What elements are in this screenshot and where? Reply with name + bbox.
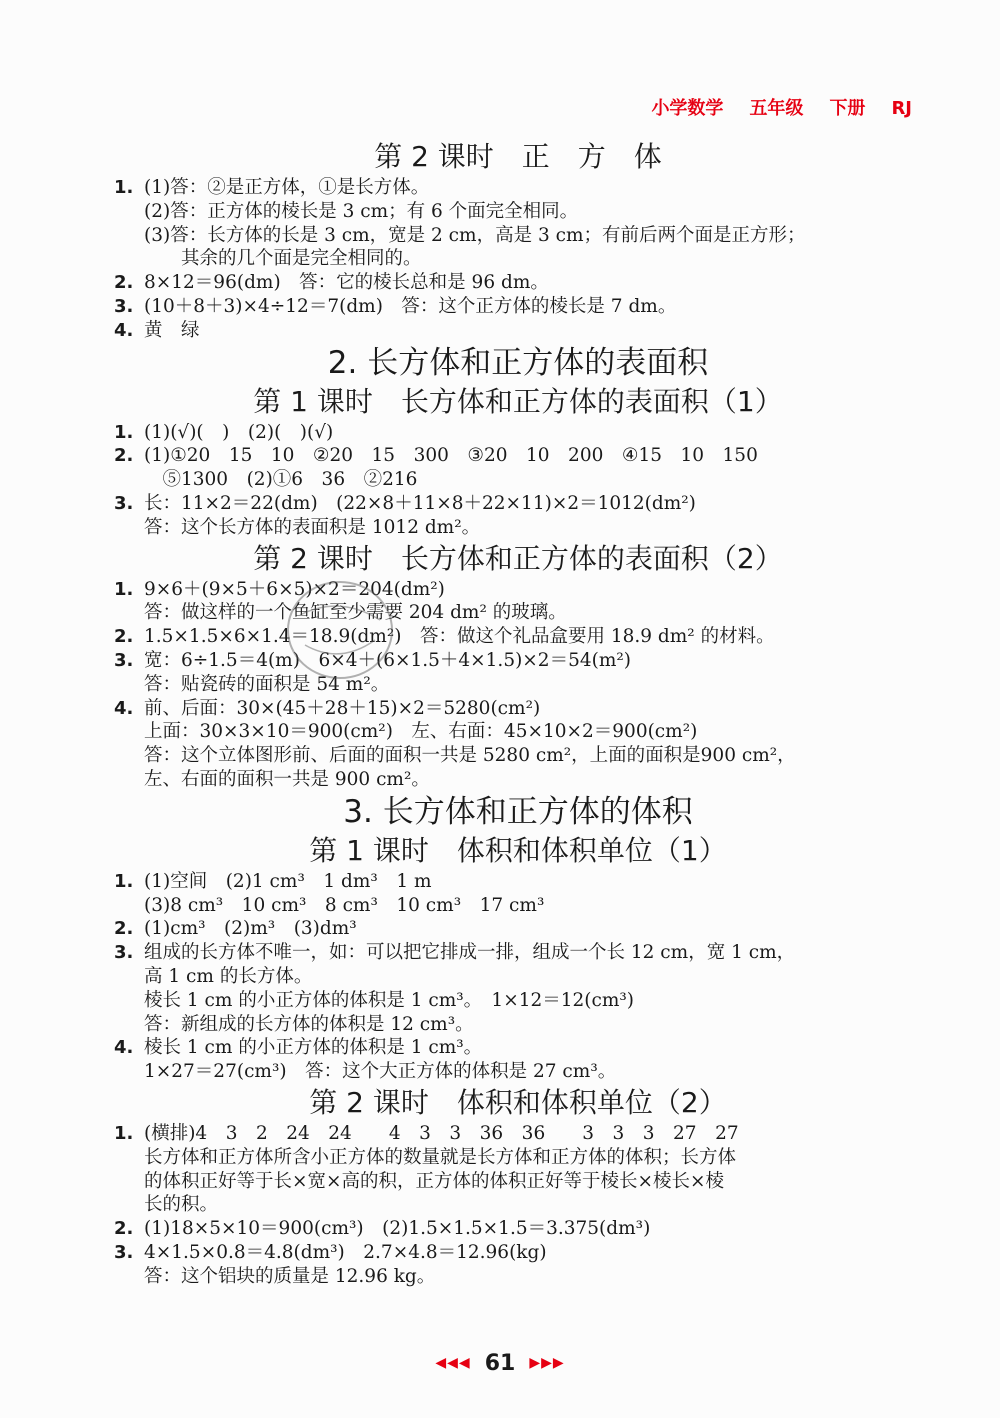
question-number: 4. (114, 319, 134, 341)
answer-line: 前、后面：30×(45＋28＋15)×2＝5280(cm²) (144, 697, 541, 719)
answer-item (114, 1241, 918, 1289)
question-number: 3. (114, 649, 134, 671)
answer-line: (1)空间 (2)1 cm³ 1 dm³ 1 m (144, 870, 432, 892)
question-number: 1. (114, 421, 134, 443)
question-number: 3. (114, 1241, 134, 1263)
question-number: 4. (114, 1037, 134, 1059)
page-footer (0, 1350, 1000, 1376)
answer-line: 长：11×2＝22(dm) (22×8＋11×8＋22×11)×2＝1012(dm²) (144, 492, 696, 514)
answer-line: 组成的长方体不唯一，如：可以把它排成一排，组成一个长 12 cm，宽 1 cm， (144, 942, 796, 964)
answer-line: 棱长 1 cm 的小正方体的体积是 1 cm³。 1×12＝12(cm³) (144, 989, 635, 1011)
answer-item (114, 295, 918, 319)
lesson-title: 第 1 课时 体积和体积单位（1） (309, 833, 727, 867)
answer-line: 上面：30×3×10＝900(cm²) 左、右面：45×10×2＝900(cm²) (144, 721, 698, 743)
answer-line: 棱长 1 cm 的小正方体的体积是 1 cm³。 (144, 1037, 483, 1059)
answer-item (114, 1036, 918, 1084)
answer-line: 答：贴瓷砖的面积是 54 m²。 (144, 673, 390, 695)
answer-item (114, 1122, 918, 1217)
answer-line: (10＋8＋3)×4÷12＝7(dm) 答：这个正方体的棱长是 7 dm。 (144, 295, 677, 317)
answer-line: (1)答：②是正方体，①是长方体。 (144, 177, 430, 198)
answer-line: 1.5×1.5×6×1.4＝18.9(dm²) 答：做这个礼品盒要用 18.9 dm² 的材料。 (144, 626, 775, 648)
answer-line: 答：这个长方体的表面积是 1012 dm²。 (144, 516, 481, 538)
answer-item (114, 649, 918, 697)
header-grade: 五年级 (749, 98, 804, 119)
question-number: 1. (114, 1122, 134, 1144)
header-subject: 小学数学 (651, 98, 724, 119)
question-number: 2. (114, 626, 134, 648)
answer-item (114, 319, 918, 343)
question-number: 1. (114, 870, 134, 892)
lesson-title: 第 1 课时 长方体和正方体的表面积（1） (253, 384, 783, 418)
answer-item (114, 697, 918, 792)
question-number: 3. (114, 492, 134, 514)
question-number: 1. (114, 578, 134, 600)
answer-line: 答：新组成的长方体的体积是 12 cm³。 (144, 1013, 474, 1035)
answer-item (114, 421, 918, 445)
question-number: 1. (114, 177, 134, 198)
answer-line: 其余的几个面是完全相同的。 (144, 248, 422, 270)
answer-item (114, 870, 918, 918)
question-number: 2. (114, 272, 134, 294)
answer-content (114, 138, 918, 1288)
answer-line: (3)答：长方体的长是 3 cm，宽是 2 cm，高是 3 cm；有前后两个面是正方形； (144, 224, 806, 246)
section-title: 3. 长方体和正方体的体积 (343, 793, 693, 830)
answer-line: 答：这个立体图形前、后面的面积一共是 5280 cm²，上面的面积是900 cm²， (144, 745, 796, 767)
answer-line: 8×12＝96(dm) 答：它的棱长总和是 96 dm。 (144, 272, 549, 294)
answer-line: (1)①20 15 10 ②20 15 300 ③20 10 200 ④15 10 150 (144, 445, 758, 467)
answer-line: (2)答：正方体的棱长是 3 cm；有 6 个面完全相同。 (144, 200, 579, 222)
question-number: 2. (114, 918, 134, 940)
answer-line: 高 1 cm 的长方体。 (144, 965, 313, 987)
answer-line: 9×6＋(9×5＋6×5)×2＝204(dm²) (144, 578, 445, 600)
answer-line: (1)cm³ (2)m³ (3)dm³ (144, 918, 357, 940)
lesson-title: 第 2 课时 长方体和正方体的表面积（2） (253, 541, 783, 575)
question-number: 2. (114, 445, 134, 467)
answer-line: (1)(√)( ) (2)( )(√) (144, 421, 334, 443)
answer-item (114, 271, 918, 295)
answer-line: 答：这个铝块的质量是 12.96 kg。 (144, 1265, 436, 1287)
section-title: 2. 长方体和正方体的表面积 (327, 344, 709, 381)
question-number: 3. (114, 295, 134, 317)
watermark-stamp (280, 575, 400, 685)
answer-item (114, 625, 918, 649)
question-number: 3. (114, 942, 134, 964)
page-number: 61 (484, 1350, 516, 1376)
answer-item (114, 941, 918, 1036)
header-edition: RJ (891, 98, 912, 119)
question-number: 4. (114, 697, 134, 719)
lesson-title: 第 2 课时 正 方 体 (374, 140, 662, 173)
answer-item (114, 492, 918, 540)
answer-line: 黄 绿 (144, 319, 200, 341)
next-arrows-icon: ▶▶▶ (529, 1355, 565, 1371)
answer-line: 1×27＝27(cm³) 答：这个大正方体的体积是 27 cm³。 (144, 1061, 617, 1083)
answer-line: (3)8 cm³ 10 cm³ 8 cm³ 10 cm³ 17 cm³ (144, 894, 545, 916)
answer-line: (横排)4 3 2 24 24 4 3 3 36 36 3 3 3 27 27 (144, 1122, 739, 1144)
answer-line: 左、右面的面积一共是 900 cm²。 (144, 768, 430, 790)
answer-item (114, 176, 918, 271)
answer-line: 4×1.5×0.8＝4.8(dm³) 2.7×4.8＝12.96(kg) (144, 1241, 547, 1263)
answer-item (114, 917, 918, 941)
prev-arrows-icon: ◀◀◀ (435, 1355, 471, 1371)
lesson-title: 第 2 课时 体积和体积单位（2） (309, 1085, 727, 1119)
header-volume: 下册 (829, 98, 866, 119)
answer-line: (1)18×5×10＝900(cm³) (2)1.5×1.5×1.5＝3.375(dm³) (144, 1218, 651, 1240)
question-number: 2. (114, 1218, 134, 1240)
answer-line: 的体积正好等于长×宽×高的积，正方体的体积正好等于棱长×棱长×棱 (144, 1170, 725, 1192)
answer-item (114, 578, 918, 626)
answer-item (114, 1217, 918, 1241)
answer-line: ⑤1300 (2)①6 36 ②216 (144, 469, 418, 491)
answer-line: 长的积。 (144, 1194, 219, 1216)
answer-line: 长方体和正方体所含小正方体的数量就是长方体和正方体的体积；长方体 (144, 1146, 737, 1168)
answer-item (114, 444, 918, 492)
answer-line: 答：做这样的一个鱼缸至少需要 204 dm² 的玻璃。 (144, 602, 567, 624)
answer-line: 宽：6÷1.5＝4(m) 6×4＋(6×1.5＋4×1.5)×2＝54(m²) (144, 649, 632, 671)
page-header (651, 94, 912, 120)
